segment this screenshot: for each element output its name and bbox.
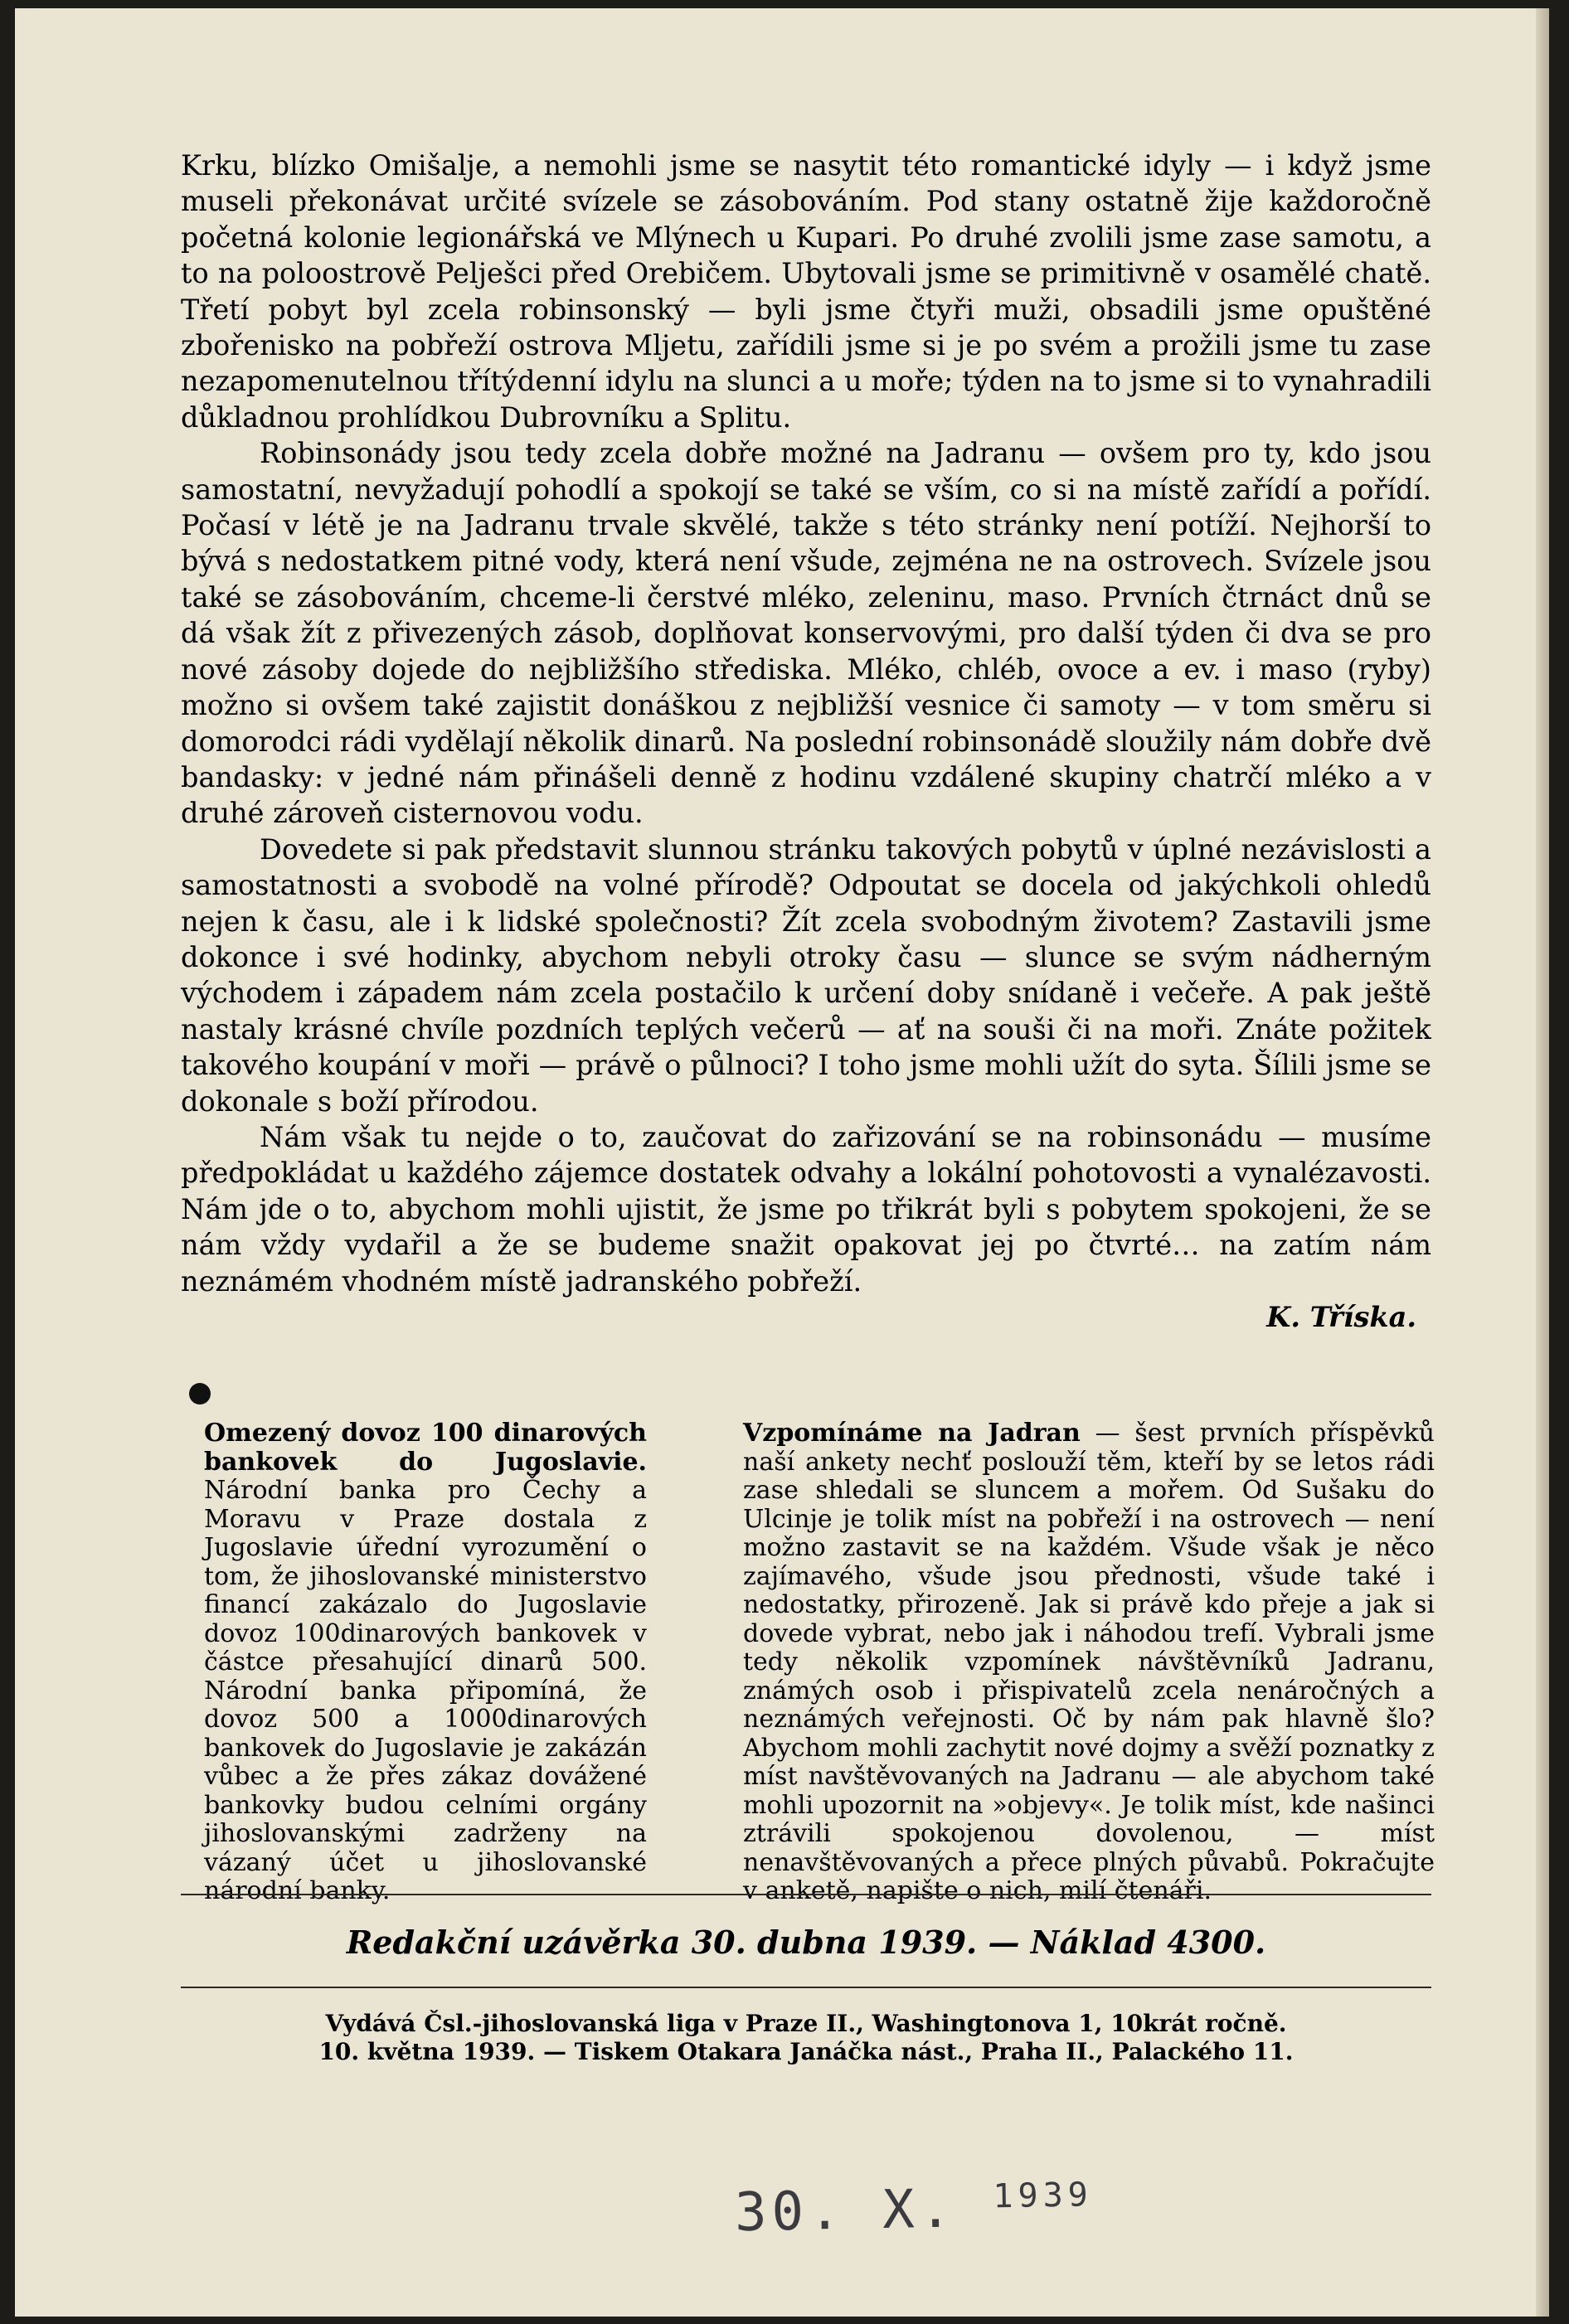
stamp-date: 30. X. xyxy=(734,2178,957,2244)
divider xyxy=(181,1894,1431,1895)
news-headline: Omezený dovoz 100 dinarových bankovek do Jugoslavie. xyxy=(204,1419,647,1477)
divider xyxy=(181,1987,1431,1988)
handwritten-date-stamp xyxy=(734,2176,1093,2244)
stamp-year: 1939 xyxy=(993,2176,1094,2216)
author-signature: K. Tříska. xyxy=(1266,1301,1416,1333)
editorial-closing: Redakční uzávěrka 30. dubna 1939. — Náklad 4300. xyxy=(346,1924,1266,1961)
news-item-banknotes xyxy=(204,1419,647,1906)
article-paragraph: Dovedete si pak představit slunnou stránku takových pobytů v úplné nezávislosti a samostatnosti a svobodě na volné přírodě? Odpoutat se docela od jakýchkoli ohledů nejen k času, ale i k lidské společnosti? Žít zcela svobodným životem? Zastavili jsme dokonce i své hodinky, abychom nebyli otroky času — slunce se svým nádherným východem i západem nám zcela postačilo k určení doby snídaně i večeře. A pak ještě nastaly krásné chvíle pozdních teplých večerů — ať na souši či na moři. Znáte požitek takového koupání v moři — právě o půlnoci? I toho jsme mohli užít do syta. Šílili jsme se dokonale s boží přírodou. xyxy=(181,832,1431,1118)
article-paragraph: Robinsonády jsou tedy zcela dobře možné na Jadranu — ovšem pro ty, kdo jsou samostatní, nevyžadují pohodlí a spokojí se také se vším, co si na místě zařídí a pořídí. Počasí v létě je na Jadranu trvale skvělé, takže s této stránky není potíží. Nejhorší to bývá s nedostatkem pitné vody, která není všude, zejména ne na ostrovech. Svízele jsou také se zásobováním, chceme-li čerstvé mléko, zeleninu, maso. Prvních čtrnáct dnů se dá však žít z přivezených zásob, doplňovat konservovými, pro další týden či dva se pro nové zásoby dojede do nejbližšího střediska. Mléko, chléb, ovoce a ev. i maso (ryby) možno si ovšem také zajistit donáškou z nejbližší vesnice či samoty — v tom směru si domorodci rádi vydělají několik dinarů. Na poslední robinsonádě sloužily nám dobře dvě bandasky: v jedné nám přinášeli denně z hodinu vzdálené skupiny chatrčí mléko a v druhé zároveň cisternovou vodu. xyxy=(181,437,1431,830)
publisher-line: Vydává Čsl.-jihoslovanská liga v Praze II., Washingtonova 1, 10krát ročně. xyxy=(325,2010,1287,2037)
article-paragraph: Krku, blízko Omišalje, a nemohli jsme se nasytit této romantické idyly — i když jsme museli překonávat určité svízele se zásobováním. Pod stany ostatně žije každoročně početná kolonie legionářská ve Mlýnech u Kupari. Po druhé zvolili jsme zase samotu, a to na poloostrově Pelješci před Orebičem. Ubytovali jsme se primitivně v osamělé chatě. Třetí pobyt byl zcela robinsonský — byli jsme čtyři muži, obsadili jsme opuštěné zbořenisko na pobřeží ostrova Mljetu, zařídili jsme si je po svém a prožili jsme tu zase nezapomenutelnou třítýdenní idylu na slunci a u moře; týden na to jsme si to vynahradili důkladnou prohlídkou Dubrovníku a Splitu. xyxy=(181,149,1431,434)
news-item-survey xyxy=(743,1419,1435,1906)
news-body: Národní banka pro Čechy a Moravu v Praze dostala z Jugoslavie úřední vyrozumění o tom, že jihoslovanské ministerstvo financí zakázalo do Jugoslavie dovoz 100dinarových bankovek v částce přesahující dinarů 500. Národní banka připomíná, že dovoz 500 a 1000dinarových bankovek do Jugoslavie je zakázán vůbec a že přes zákaz dovážené bankovky budou celními orgány jihoslovanskými zadrženy na vázaný účet u jihoslovanské národní banky. xyxy=(204,1476,647,1905)
page-fold-edge xyxy=(1536,8,1549,2317)
news-headline: Vzpomínáme na Jadran xyxy=(743,1419,1081,1448)
publisher-line: 10. května 1939. — Tiskem Otakara Janáčka nást., Praha II., Palackého 11. xyxy=(318,2038,1294,2065)
article-paragraph: Nám však tu nejde o to, zaučovat do zařizování se na robinsonádu — musíme předpokládat u každého zájemce dostatek odvahy a lokální pohotovosti a vynalézavosti. Nám jde o to, abychom mohli ujistit, že jsme po třikrát byli s pobytem spokojeni, že se nám vždy vydařil a že se budeme snažit opakovat jej po čtvrté… na zatím nám neznámém vhodném místě jadranského pobřeží. xyxy=(181,1120,1431,1298)
signature-line xyxy=(181,1299,1431,1335)
article-body xyxy=(181,148,1431,1335)
publisher-info xyxy=(181,2010,1431,2066)
news-body: — šest prvních příspěvků naší ankety nechť poslouží těm, kteří by se letos rádi zase shledali se sluncem a mořem. Od Sušaku do Ulcinje je tolik míst na pobřeží i na ostrovech — není možno zastavit se na každém. Všude však je něco zajímavého, všude jsou přednosti, všude také i nedostatky, přirozeně. Jak si právě kdo přeje a jak si dovede vybrat, nebo jak i náhodou trefí. Vybrali jsme tedy několik vzpomínek návštěvníků Jadranu, známých osob i přispivatelů zcela nenáročných a neznámých veřejnosti. Oč by nám pak hlavně šlo? Abychom mohli zachytit nové dojmy a svěží poznatky z míst navštěvovaných na Jadranu — ale abychom také mohli upozornit na »objevy«. Je tolik míst, kde našinci ztrávili spokojenou dovolenou, — míst nenavštěvovaných a přece plných půvabů. Pokračujte v anketě, napište o nich, milí čtenáři. xyxy=(743,1419,1435,1905)
bullet-icon xyxy=(189,1383,211,1405)
